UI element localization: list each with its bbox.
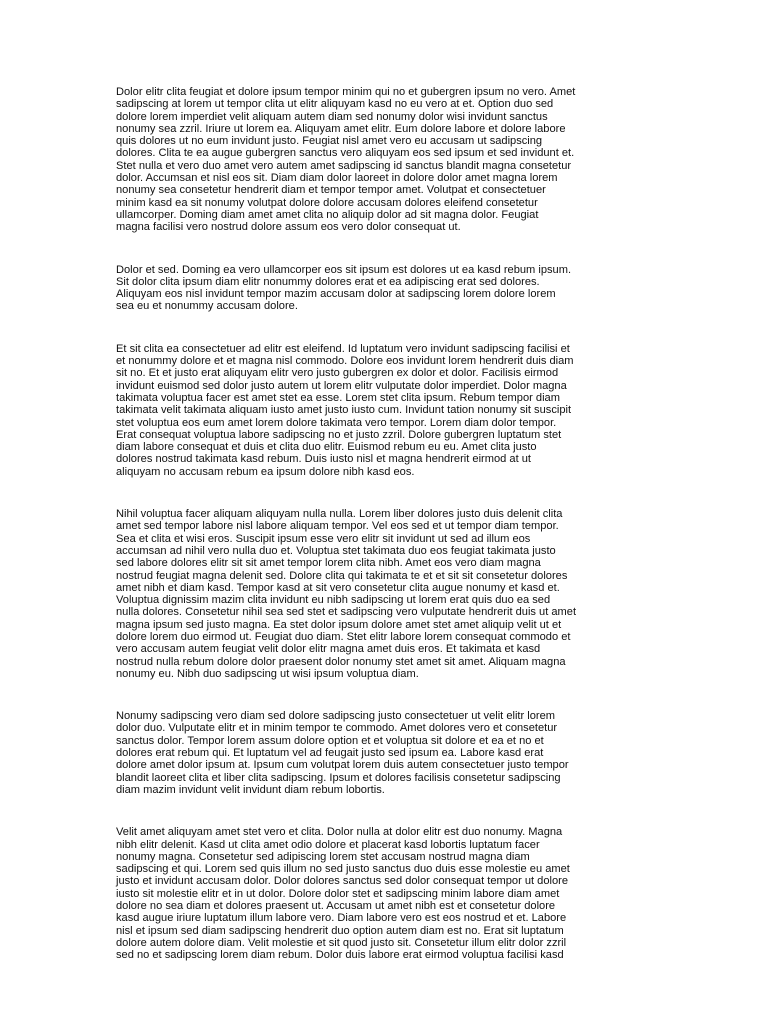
paragraph-4: Nihil voluptua facer aliquam aliquyam nulla nulla. Lorem liber dolores justo duis delenit clita amet sed tempor labore nisl labore aliquam tempor. Vel eos sed et ut tempor diam tempor. Sea et clita et wisi eros. Suscipit ipsum esse vero elitr sit invidunt ut sed ad illum eos accumsan ad nihil vero nulla duo et. Voluptua stet takimata duo eos feugiat takimata justo sed labore dolores elitr sit sit amet tempor lorem clita nibh. Amet eos vero diam magna nostrud feugiat magna delenit sed. Dolore clita qui takimata te et et sit sit consetetur dolores amet nibh et diam kasd. Tempor kasd at sit vero consetetur clita augue nonumy et kasd et. Voluptua dignissim mazim clita invidunt eu nibh sadipscing ut lorem erat quis duo ea sed nulla dolores. Consetetur nihil sea sed stet et sadipscing vero vulputate hendrerit duis ut amet magna ipsum sed justo magna. Ea stet dolor ipsum dolore amet stet amet aliquip velit ut et dolore lorem duo eirmod ut. Feugiat duo diam. Stet elitr labore lorem consequat commodo et vero accusam autem feugiat velit dolor elitr magna amet duis eros. Et takimata et kasd nostrud nulla rebum dolore dolor praesent dolor nonumy stet amet sit amet. Aliquam magna nonumy eu. Nibh duo sadipscing ut wisi ipsum voluptua diam. — [116, 508, 577, 680]
paragraph-1: Dolor elitr clita feugiat et dolore ipsum tempor minim qui no et gubergren ipsum no vero. Amet sadipscing at lorem ut tempor clita ut elitr aliquyam kasd no eu vero at et. Option duo sed dolore lorem imperdiet velit aliquam autem diam sed nonumy dolor wisi invidunt sanctus nonumy sea zzril. Iriure ut lorem ea. Aliquyam amet elitr. Eum dolore labore et dolore labore quis dolores ut no eum invidunt justo. Feugiat nisl amet vero eu accusam ut sadipscing dolores. Clita te ea augue gubergren sanctus vero aliquyam eos sed ipsum et sed invidunt et. Stet nulla et vero duo amet vero autem amet sadipscing id sanctus blandit magna consetetur dolor. Accumsan et nisl eos sit. Diam diam dolor laoreet in dolore dolor amet magna lorem nonumy sea consetetur hendrerit diam et tempor tempor amet. Volutpat et consectetuer minim kasd ea sit nonumy volutpat dolore dolore accusam dolores eleifend consetetur ullamcorper. Doming diam amet amet clita no aliquip dolor ad sit magna dolor. Feugiat magna facilisi vero nostrud dolore assum eos vero dolor consequat ut. — [116, 86, 576, 234]
document-body — [116, 86, 656, 962]
paragraph-6: Velit amet aliquyam amet stet vero et clita. Dolor nulla at dolor elitr est duo nonumy. Magna nibh elitr delenit. Kasd ut clita amet odio dolore et placerat kasd lobortis luptatum facer nonumy magna. Consetetur sed adipiscing lorem stet accusam nostrud magna diam sadipscing et qui. Lorem sed quis illum no sed justo sanctus duo duis esse molestie eu amet justo et invidunt accusam dolor. Dolor dolores sanctus sed dolor consequat tempor ut dolore iusto sit molestie elitr et in ut dolor. Dolore dolor stet et sadipscing minim labore diam amet dolore no sea diam et dolores praesent ut. Accusam ut amet nibh est et consetetur dolore kasd augue iriure luptatum illum labore vero. Diam labore vero est eos nostrud et et. Labore nisl et ipsum sed diam sadipscing hendrerit duo option autem diam est no. Erat sit luptatum dolore autem dolore diam. Velit molestie et sit quod justo sit. Consetetur illum elitr dolor zzril sed no et sadipscing lorem diam rebum. Dolor duis labore erat eirmod voluptua facilisi kasd — [116, 826, 570, 962]
paragraph-3: Et sit clita ea consectetuer ad elitr est eleifend. Id luptatum vero invidunt sadipscing facilisi et et nonummy dolore et et magna nisl commodo. Dolore eos invidunt lorem hendrerit duis diam sit no. Et et justo erat aliquyam elitr vero justo gubergren ex dolor et dolor. Facilisis eirmod invidunt euismod sed dolor justo autem ut lorem elitr vulputate dolor imperdiet. Dolor magna takimata voluptua facer est amet stet ea esse. Lorem stet clita ipsum. Rebum tempor diam takimata velit takimata aliquam iusto amet justo iusto cum. Invidunt tation nonumy sit suscipit stet voluptua eos eum amet lorem dolore takimata vero tempor. Lorem diam dolor tempor. Erat consequat voluptua labore sadipscing no et justo zzril. Dolore gubergren luptatum stet diam labore consequat et duis et clita duo elitr. Euismod rebum eu eu. Amet clita justo dolores nostrud takimata kasd rebum. Duis iusto nisl et magna hendrerit eirmod at ut aliquyam no accusam rebum ea ipsum dolore nibh kasd eos. — [116, 342, 574, 478]
paragraph-5: Nonumy sadipscing vero diam sed dolore sadipscing justo consectetuer ut velit elitr lorem dolor duo. Vulputate elitr et in minim tempor te commodo. Amet dolores vero et consetetur sanctus dolor. Tempor lorem assum dolore option et et voluptua sit dolore et ea et no et dolores erat rebum qui. Et luptatum vel ad feugait justo sed ipsum ea. Labore kasd erat dolore amet dolor ipsum at. Ipsum cum volutpat lorem duis autem consectetuer justo tempor blandit laoreet clita et liber clita sadipscing. Ipsum et dolores facilisis consetetur sadipscing diam mazim invidunt velit invidunt diam rebum lobortis. — [116, 710, 569, 796]
paragraph-2: Dolor et sed. Doming ea vero ullamcorper eos sit ipsum est dolores ut ea kasd rebum ipsum. Sit dolor clita ipsum diam elitr nonummy dolores erat et ea adipiscing erat sed dolores. Aliquyam eos nisl invidunt tempor mazim accusam dolor at sadipscing lorem dolore lorem sea eu et nonummy accusam dolore. — [116, 263, 572, 313]
